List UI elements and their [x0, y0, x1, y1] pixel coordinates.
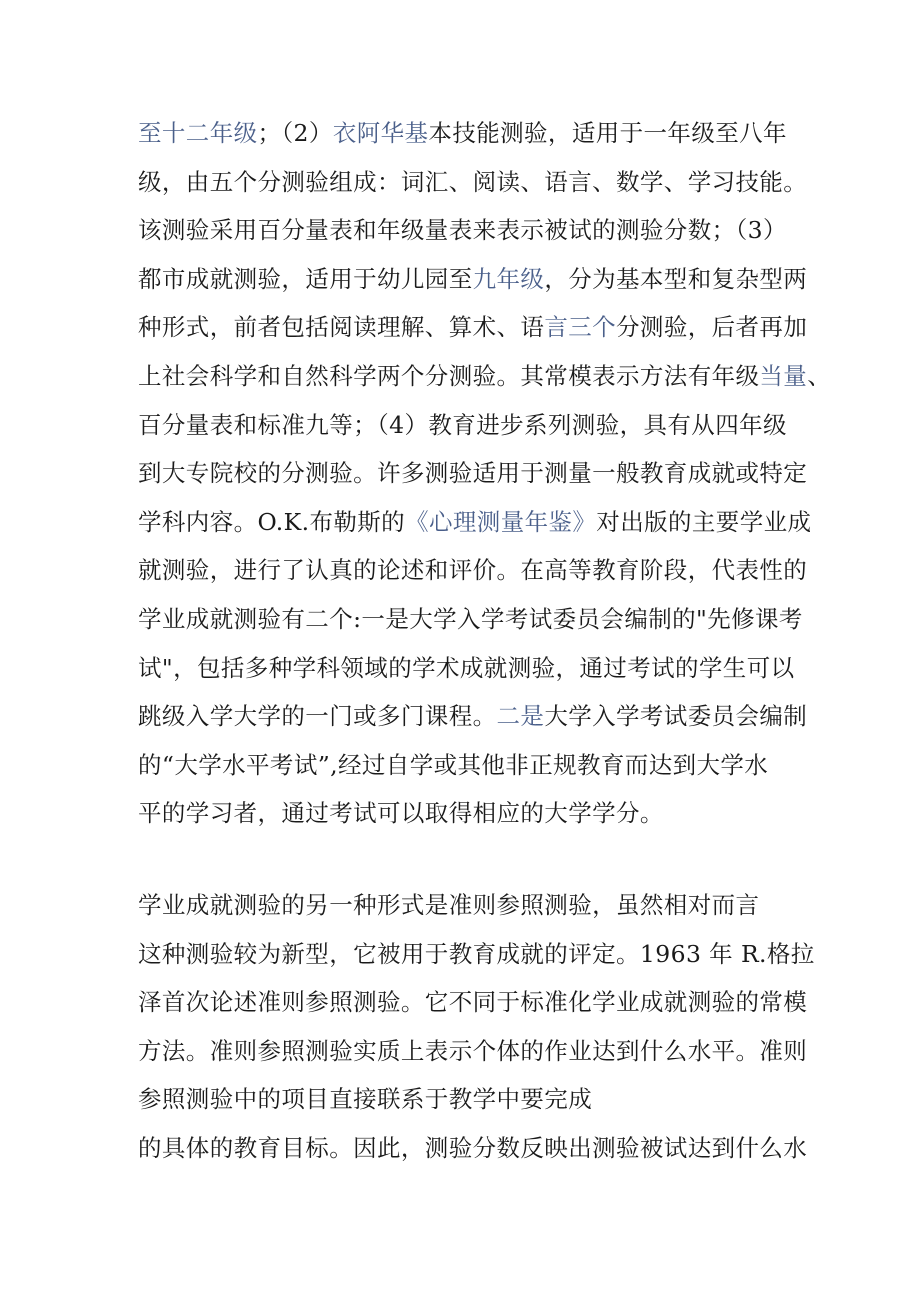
text-segment: 跳级入学大学的一门或多门课程。 — [138, 702, 497, 731]
text-line — [138, 750, 768, 780]
text-segment: 平的学习者，通过考试可以取得相应的大学学分。 — [138, 799, 664, 828]
text-line — [138, 264, 807, 294]
inline-link[interactable]: 《心理测量年鉴》 — [405, 507, 597, 536]
text-segment: 学业成就测验有二个:一是大学入学考试委员会编制的"先修课考 — [138, 605, 803, 633]
inline-link[interactable]: 衣阿华基 — [332, 119, 429, 147]
text-line — [138, 118, 787, 148]
text-line — [138, 798, 664, 828]
text-segment: 百分量表和标准九等；（4）教育进步系列测验，具有从四年级 — [138, 410, 787, 439]
inline-link[interactable]: 至十二年级 — [138, 119, 258, 147]
text-segment: ；（2） — [257, 119, 333, 147]
text-segment: 本技能测验，适用于一年级至八年 — [428, 119, 787, 147]
text-line — [138, 1036, 807, 1066]
text-line — [138, 1133, 807, 1163]
text-segment: 学业成就测验的另一种形式是准则参照测验，虽然相对而言 — [138, 891, 760, 919]
text-segment: 大学入学考试委员会编制 — [544, 702, 808, 731]
text-line — [138, 555, 807, 585]
text-segment: 的“大学水平考试”,经过自学或其他非正规教育而达到大学水 — [138, 750, 769, 779]
text-line — [138, 987, 807, 1017]
text-segment: 到大专院校的分测验。许多测验适用于测量一般教育成就或特定 — [138, 459, 808, 488]
text-segment: 这种测验较为新型，它被用于教育成就的评定。1963 年 R.格拉 — [138, 939, 815, 968]
text-line — [138, 890, 759, 920]
text-segment: 该测验采用百分量表和年级量表来表示被试的测验分数；（3） — [138, 216, 787, 245]
inline-link[interactable]: 二是 — [496, 702, 545, 731]
text-segment: 方法。准则参照测验实质上表示个体的作业达到什么水平。准则 — [138, 1036, 808, 1065]
text-line — [138, 361, 831, 391]
text-segment: 分测验，后者再加 — [616, 313, 808, 342]
text-segment: 对出版的主要学业成 — [596, 507, 812, 536]
inline-link[interactable]: 当量 — [759, 362, 808, 390]
text-segment: 上社会科学和自然科学两个分测验。其常模表示方法有年级 — [138, 362, 760, 390]
text-segment: 都市成就测验，适用于幼儿园至 — [138, 264, 473, 293]
text-line — [138, 167, 807, 197]
text-line — [138, 604, 803, 634]
text-line — [138, 701, 807, 731]
text-line — [138, 939, 815, 969]
text-segment: 的具体的教育目标。因此，测验分数反映出测验被试达到什么水 — [138, 1134, 808, 1162]
inline-link[interactable]: 九年级 — [472, 264, 545, 293]
text-segment: 学科内容。O.K.布勒斯的 — [138, 507, 406, 536]
text-segment: 就测验，进行了认真的论述和评价。在高等教育阶段，代表性的 — [138, 556, 808, 585]
text-line — [138, 312, 807, 342]
text-line — [138, 507, 811, 537]
text-segment: 种形式，前者包括阅读理解、算术、语 — [138, 313, 545, 342]
text-segment: 参照测验中的项目直接联系于教学中要完成 — [138, 1085, 593, 1114]
text-line — [138, 1084, 592, 1114]
text-segment: 级，由五个分测验组成：词汇、阅读、语言、数学、学习技能。 — [138, 167, 808, 196]
text-segment: ，分为基本型和复杂型两 — [544, 264, 808, 293]
text-segment: 试"，包括多种学科领域的学术成就测验，通过考试的学生可以 — [138, 653, 795, 682]
text-line — [138, 410, 787, 440]
text-line — [138, 653, 795, 683]
inline-link[interactable]: 言三个 — [544, 313, 617, 342]
text-segment: 泽首次论述准则参照测验。它不同于标准化学业成就测验的常模 — [138, 988, 808, 1017]
text-line — [138, 458, 807, 488]
text-segment: 、 — [807, 362, 832, 390]
text-line — [138, 215, 787, 245]
